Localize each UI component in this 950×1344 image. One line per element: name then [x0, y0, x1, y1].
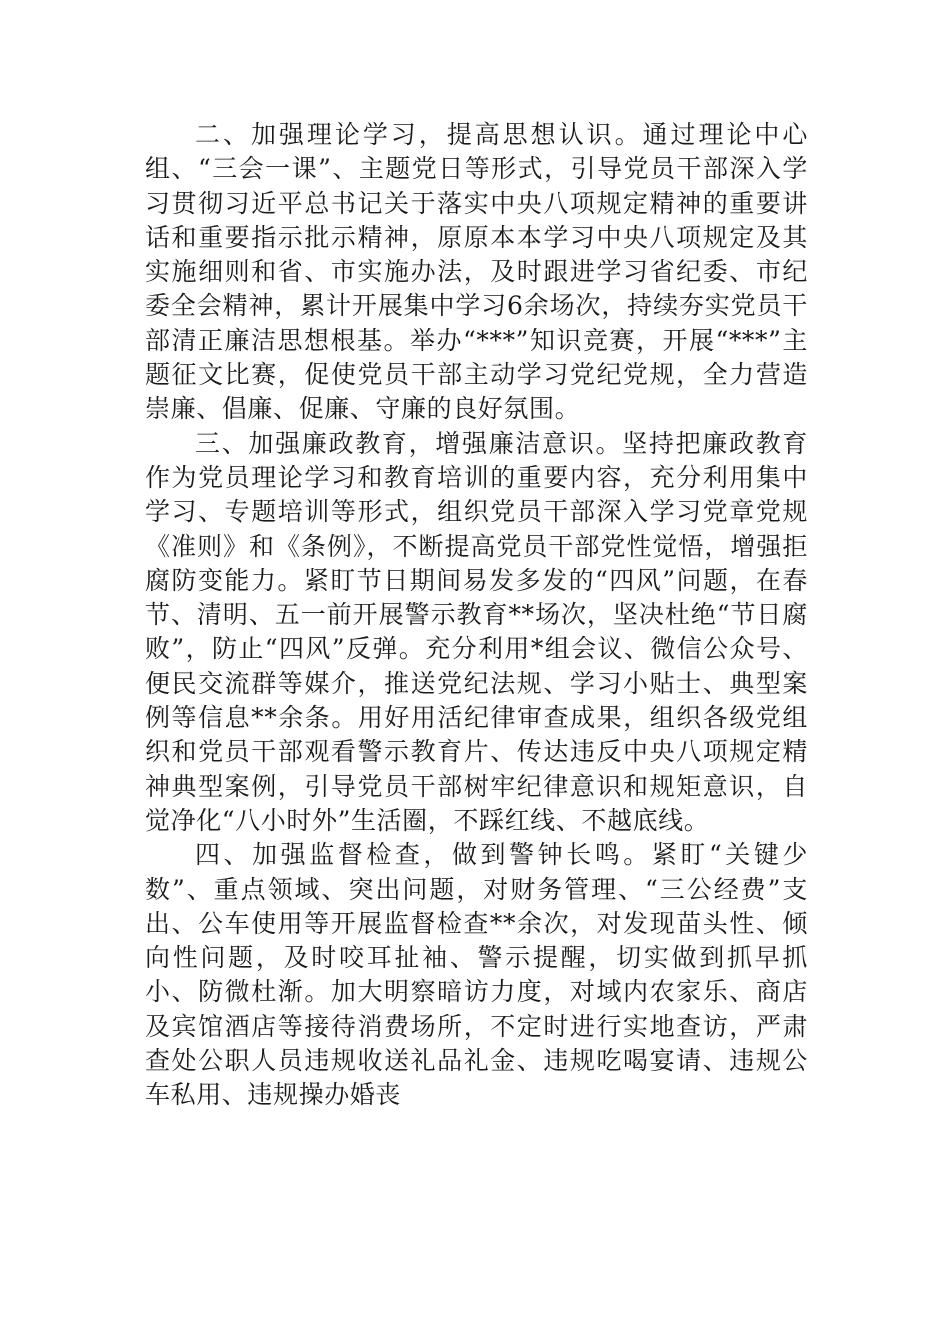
paragraph-integrity-education: 三、加强廉政教育，增强廉洁意识。坚持把廉政教育作为党员理论学习和教育培训的重要内容，充分利用集中学习、专题培训等形式，组织党员干部深入学习党章党规《准则》和《条例》，不断提高党员干部党性觉悟，增强拒腐防变能力。紧盯节日期间易发多发的“四风”问题，在春节、清明、五一前开展警示教育**场次，坚决杜绝“节日腐败”，防止“四风”反弹。充分利用*组会议、微信公众号、便民交流群等媒介，推送党纪法规、学习小贴士、典型案例等信息**余条。用好用活纪律审查成果，组织各级党组织和党员干部观看警示教育片、传达违反中央八项规定精神典型案例，引导党员干部树牢纪律意识和规矩意识，自觉净化“八小时外”生活圈，不踩红线、不越底线。 [145, 428, 808, 835]
paragraph-supervision-inspection: 四、加强监督检查，做到警钟长鸣。紧盯“关键少数”、重点领域、突出问题，对财务管理、“三公经费”支出、公车使用等开展监督检查**余次，对发现苗头性、倾向性问题，及时咬耳扯袖、警示提醒，切实做到抓早抓小、防微杜渐。加大明察暗访力度，对域内农家乐、商店及宾馆酒店等接待消费场所，不定时进行实地查访，严肃查处公职人员违规收送礼品礼金、违规吃喝宴请、违规公车私用、违规操办婚丧 [145, 840, 808, 1110]
document-body [145, 118, 808, 1113]
paragraph-theory-study: 二、加强理论学习，提高思想认识。通过理论中心组、“三会一课”、主题党日等形式，引导党员干部深入学习贯彻习近平总书记关于落实中央八项规定精神的重要讲话和重要指示批示精神，原原本本学习中央八项规定及其实施细则和省、市实施办法，及时跟进学习省纪委、市纪委全会精神，累计开展集中学习6余场次，持续夯实党员干部清正廉洁思想根基。举办“***”知识竞赛，开展“***”主题征文比赛，促使党员干部主动学习党纪党规，全力营造崇廉、倡廉、促廉、守廉的良好氛围。 [145, 120, 808, 424]
